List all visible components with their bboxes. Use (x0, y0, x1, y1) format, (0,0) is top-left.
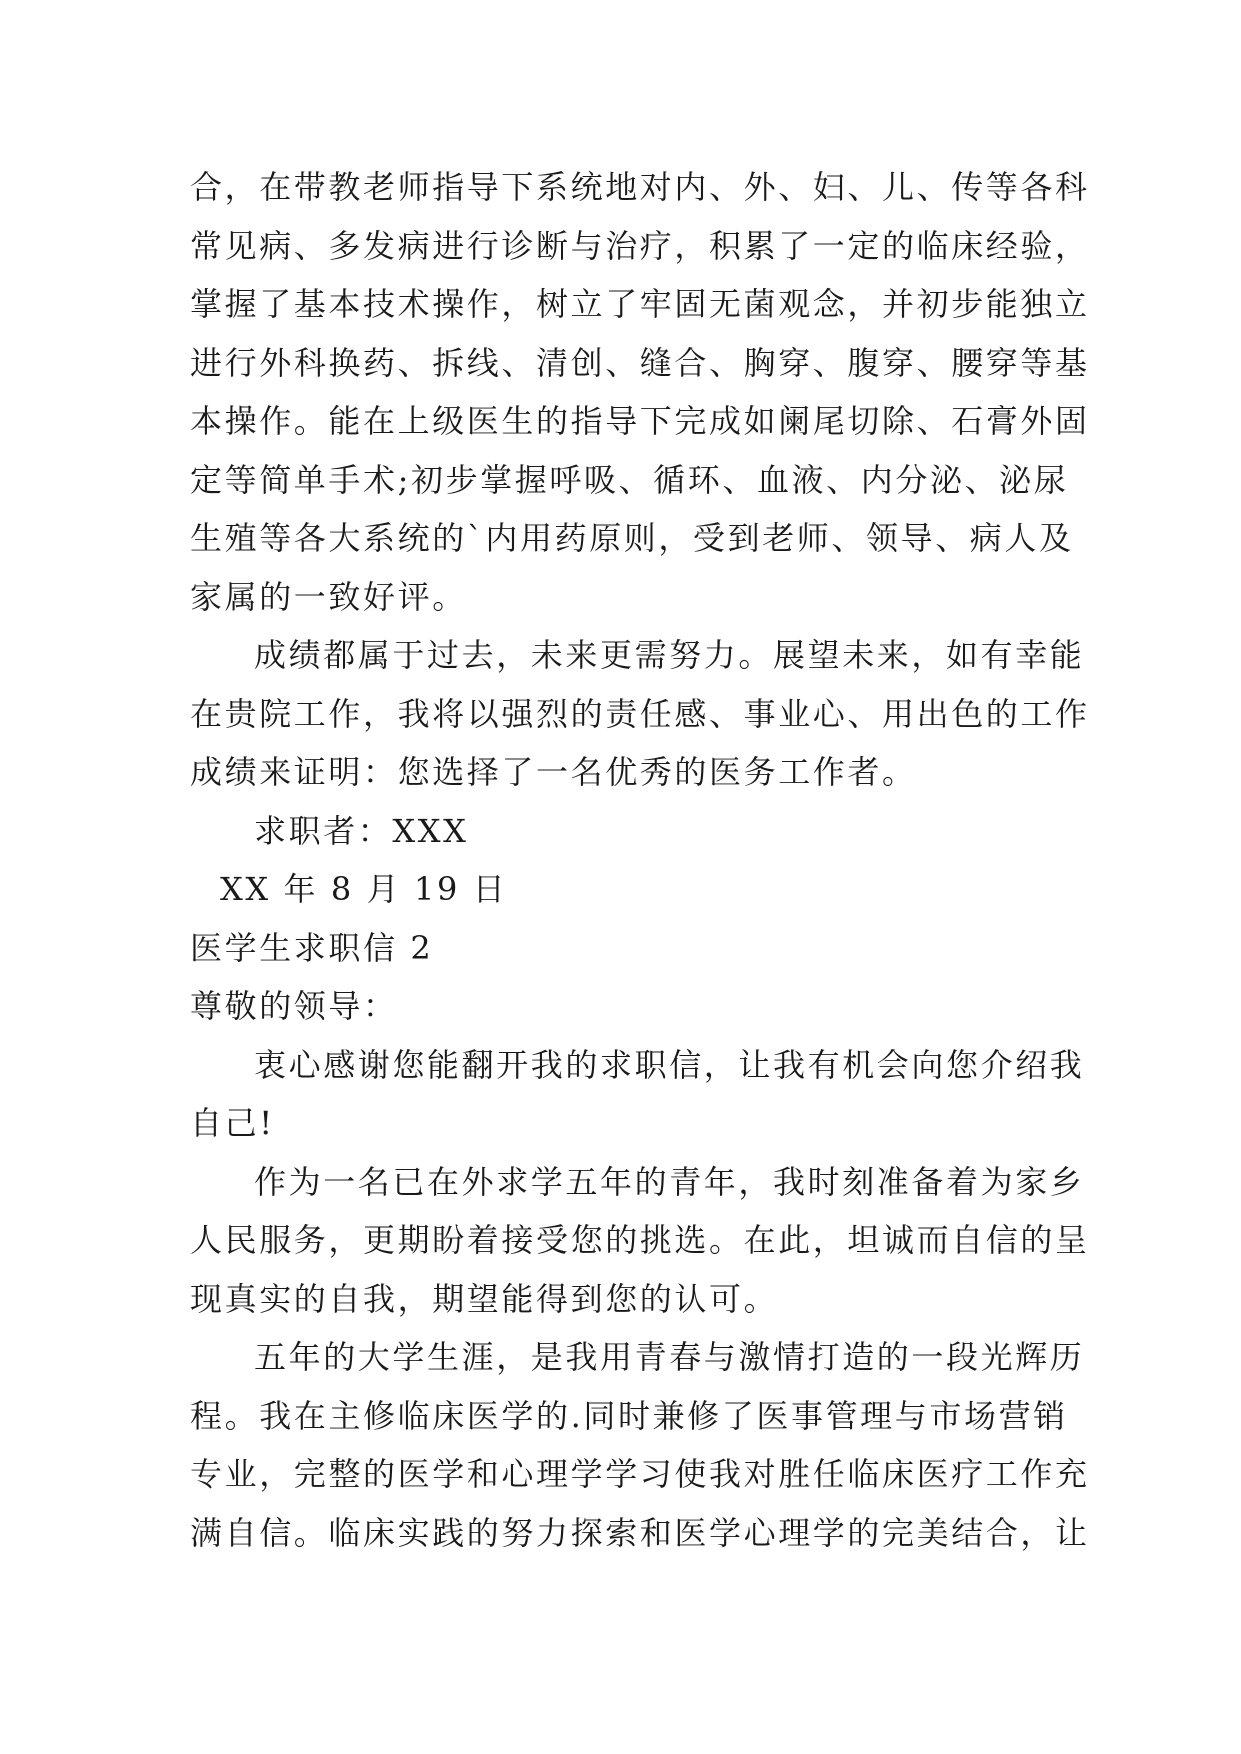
signature-block (190, 802, 1090, 919)
text-line: 作为一名已在外求学五年的青年，我时刻准备着为家乡 (254, 1162, 1085, 1201)
salutation: 尊敬的领导： (190, 987, 398, 1025)
text-line: 常见病、多发病进行诊断与治疗，积累了一定的临床经验， (190, 226, 1090, 265)
text-line: 满自信。临床实践的努力探索和医学心理学的完美结合，让 (190, 1513, 1090, 1552)
letter-title: 医学生求职信 2 (190, 928, 434, 967)
text-line: 程。我在主修临床医学的.同时兼修了医事管理与市场营销 (190, 1396, 1068, 1435)
text-line: 衷心感谢您能翻开我的求职信，让我有机会向您介绍我 (254, 1045, 1085, 1084)
text-line: 现真实的自我，期望能得到您的认可。 (190, 1279, 779, 1318)
text-line: 人民服务，更期盼着接受您的挑选。在此，坦诚而自信的呈 (190, 1221, 1090, 1259)
text-line: 专业，完整的医学和心理学学习使我对胜任临床医疗工作充 (190, 1455, 1090, 1493)
text-line: 定等简单手术;初步掌握呼吸、循环、血液、内分泌、泌尿 (190, 460, 1069, 499)
text-line: 本操作。能在上级医生的指导下完成如阑尾切除、石膏外固 (190, 402, 1090, 440)
paragraph-clinical-experience (190, 158, 1090, 626)
signature: 求职者：XXX (254, 811, 469, 850)
text-line: 成绩来证明：您选择了一名优秀的医务工作者。 (190, 753, 917, 791)
text-line: 生殖等各大系统的`内用药原则，受到老师、领导、病人及 (190, 519, 1074, 557)
text-line: 自己! (190, 1104, 275, 1142)
paragraph-university (190, 1328, 1090, 1562)
letter-date: XX 年 8 月 19 日 (220, 870, 508, 908)
text-line: 五年的大学生涯，是我用青春与激情打造的一段光辉历 (254, 1338, 1085, 1376)
paragraph-thanks (190, 1036, 1090, 1153)
document-body (190, 158, 1090, 1562)
letter2-heading (190, 919, 1090, 1036)
paragraph-future (190, 626, 1090, 802)
text-line: 进行外科换药、拆线、清创、缝合、胸穿、腹穿、腰穿等基 (190, 343, 1090, 382)
text-line: 掌握了基本技术操作，树立了牢固无菌观念，并初步能独立 (190, 285, 1090, 323)
text-line: 合，在带教老师指导下系统地对内、外、妇、儿、传等各科 (190, 168, 1090, 206)
text-line: 家属的一致好评。 (190, 577, 467, 616)
paragraph-intro (190, 1153, 1090, 1329)
text-line: 成绩都属于过去，未来更需努力。展望未来，如有幸能 (254, 636, 1085, 674)
text-line: 在贵院工作，我将以强烈的责任感、事业心、用出色的工作 (190, 694, 1090, 733)
